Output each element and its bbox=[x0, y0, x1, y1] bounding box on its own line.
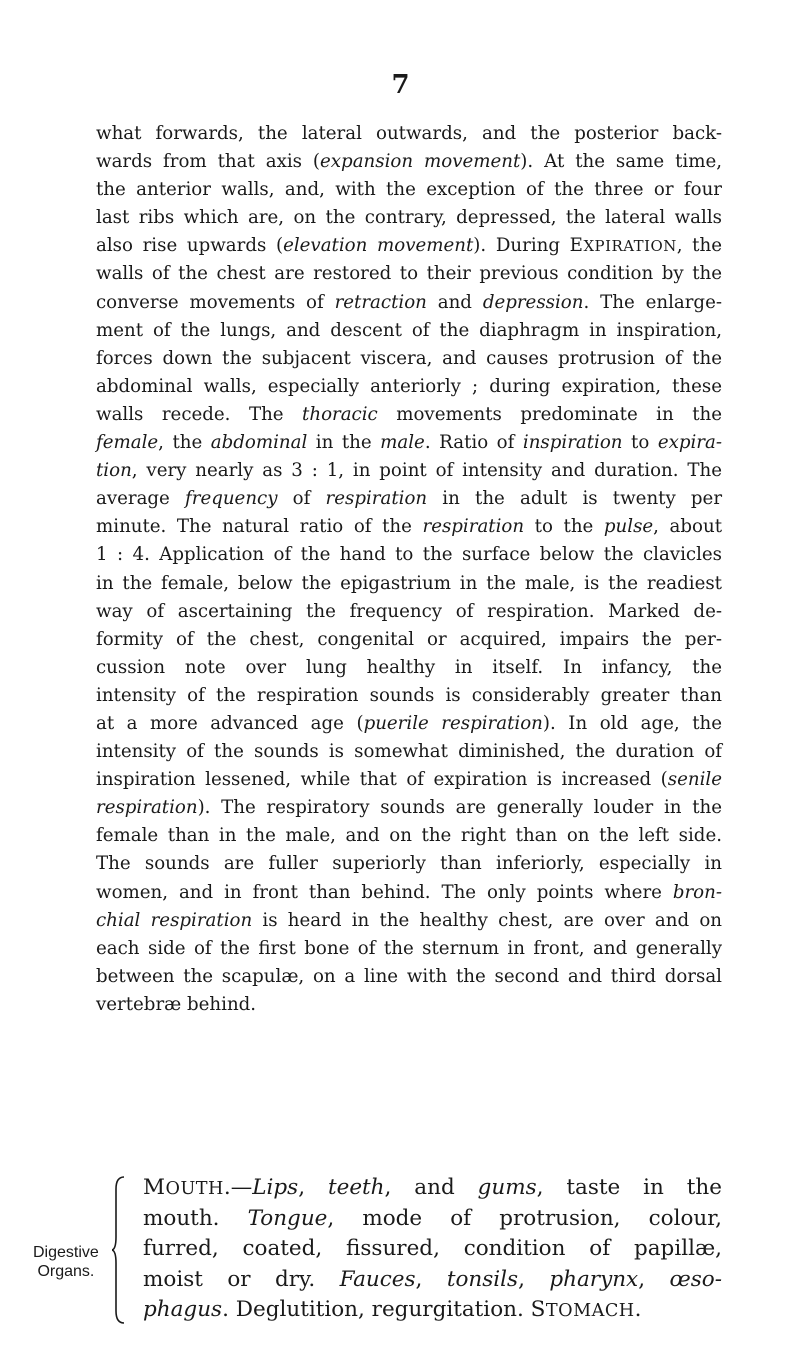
italic-term: œso- bbox=[669, 1266, 722, 1292]
text-run: way of ascertaining the frequency of respiration. Marked de- bbox=[96, 600, 722, 622]
italic-term: gums bbox=[477, 1175, 537, 1200]
text-run: minute. The natural ratio of the bbox=[96, 516, 423, 538]
text-run: is heard in the healthy chest, are over and on bbox=[252, 909, 722, 931]
text-line bbox=[143, 1173, 722, 1204]
page-number: 7 bbox=[391, 70, 410, 100]
text-line bbox=[96, 401, 722, 429]
text-run: vertebræ behind. bbox=[96, 993, 257, 1015]
text-run: ment of the lungs, and descent of the diaphragm in inspiration, bbox=[96, 319, 722, 341]
text-line bbox=[96, 429, 722, 457]
italic-term: Fauces bbox=[339, 1266, 416, 1292]
text-line bbox=[143, 1234, 722, 1265]
digestive-organs-paragraph bbox=[143, 1173, 722, 1326]
text-run: at a more advanced age ( bbox=[96, 712, 364, 734]
text-run: , bbox=[518, 1266, 550, 1292]
italic-term: retraction bbox=[334, 291, 427, 313]
italic-term: senile bbox=[667, 769, 722, 791]
text-run: , the bbox=[158, 432, 211, 454]
italic-term: respiration bbox=[96, 797, 198, 819]
text-run: women, and in front than behind. The only points where bbox=[96, 881, 673, 903]
italic-term: female bbox=[96, 432, 159, 454]
text-run: movements predominate in the bbox=[377, 403, 722, 425]
margin-note-line: Organs. bbox=[37, 1263, 95, 1280]
text-run: moist or dry. bbox=[143, 1266, 340, 1292]
curly-brace-icon bbox=[112, 1175, 128, 1325]
text-line bbox=[96, 485, 722, 513]
margin-note-digestive-organs bbox=[33, 1243, 99, 1281]
text-line bbox=[96, 682, 722, 710]
italic-term: teeth bbox=[327, 1175, 385, 1200]
text-line bbox=[143, 1295, 722, 1326]
text-line bbox=[96, 317, 722, 345]
text-line bbox=[96, 710, 722, 738]
text-run: in the adult is twenty per bbox=[427, 488, 723, 510]
italic-term: inspiration bbox=[522, 432, 623, 454]
text-run: , about bbox=[653, 516, 722, 538]
text-run: .— bbox=[223, 1175, 253, 1200]
small-caps-heading: EXPIRATION bbox=[569, 235, 677, 257]
text-line bbox=[96, 120, 722, 148]
text-run: ). During bbox=[473, 235, 570, 257]
text-run: , taste in the bbox=[536, 1175, 722, 1200]
text-line bbox=[96, 850, 722, 878]
text-line bbox=[96, 963, 722, 991]
italic-term: chial respiration bbox=[96, 909, 253, 931]
text-line bbox=[96, 991, 722, 1019]
text-line bbox=[96, 232, 722, 260]
italic-term: respiration bbox=[422, 516, 525, 538]
text-run: converse movements of bbox=[96, 291, 335, 313]
text-line bbox=[96, 766, 722, 794]
italic-term: pulse bbox=[603, 516, 654, 538]
text-run: last ribs which are, on the contrary, depressed, the lateral walls bbox=[96, 207, 722, 229]
margin-note-line: Digestive bbox=[33, 1244, 99, 1261]
text-run: , bbox=[298, 1175, 328, 1200]
italic-term: phagus bbox=[143, 1297, 223, 1322]
text-run: and bbox=[426, 291, 483, 313]
text-line bbox=[143, 1204, 722, 1235]
text-run: walls recede. The bbox=[96, 403, 303, 425]
text-line bbox=[96, 541, 722, 569]
text-run: of bbox=[277, 488, 326, 510]
italic-term: bron- bbox=[672, 881, 722, 903]
text-run: cussion note over lung healthy in itself. In infancy, the bbox=[96, 656, 722, 678]
text-run: , bbox=[638, 1266, 670, 1292]
text-run: . The enlarge- bbox=[583, 291, 722, 313]
text-line bbox=[96, 654, 722, 682]
small-caps-heading: STOMACH bbox=[530, 1297, 635, 1322]
text-run: , mode of protrusion, colour, bbox=[327, 1205, 722, 1231]
text-line bbox=[96, 457, 722, 485]
text-run: furred, coated, fissured, condition of papillæ, bbox=[143, 1236, 722, 1261]
text-run: . bbox=[634, 1297, 642, 1322]
text-line bbox=[96, 260, 722, 288]
text-line bbox=[96, 794, 722, 822]
text-line bbox=[96, 598, 722, 626]
text-run: , bbox=[415, 1266, 447, 1292]
text-run: in the bbox=[307, 432, 381, 454]
text-run: ). The respiratory sounds are generally louder in the bbox=[197, 797, 722, 819]
text-run: intensity of the sounds is somewhat diminished, the duration of bbox=[96, 741, 722, 763]
italic-term: tion bbox=[96, 460, 132, 482]
text-run: formity of the chest, congenital or acquired, impairs the per- bbox=[96, 628, 722, 650]
text-run: in the female, below the epigastrium in the male, is the readiest bbox=[96, 572, 722, 594]
text-run: abdominal walls, especially anteriorly ; during expiration, these bbox=[96, 375, 722, 397]
text-run: between the scapulæ, on a line with the second and third dorsal bbox=[96, 965, 722, 987]
text-line bbox=[96, 570, 722, 598]
italic-term: respiration bbox=[325, 488, 428, 510]
text-line bbox=[96, 373, 722, 401]
text-line bbox=[96, 879, 722, 907]
body-paragraph bbox=[96, 120, 722, 1019]
text-run: female than in the male, and on the right than on the left side. bbox=[96, 825, 722, 847]
italic-term: depression bbox=[482, 291, 584, 313]
text-run: to the bbox=[524, 516, 604, 538]
text-run: , very nearly as 3 : 1, in point of intensity and duration. The bbox=[131, 460, 722, 482]
text-line bbox=[96, 907, 722, 935]
small-caps-heading: MOUTH bbox=[143, 1175, 224, 1200]
text-line bbox=[96, 289, 722, 317]
italic-term: frequency bbox=[185, 488, 278, 510]
text-line bbox=[96, 626, 722, 654]
text-run: . Ratio of bbox=[424, 432, 523, 454]
text-run: . Deglutition, regurgitation. bbox=[222, 1297, 531, 1322]
italic-term: male bbox=[380, 432, 425, 454]
italic-term: elevation movement bbox=[283, 235, 474, 257]
text-run: what forwards, the lateral outwards, and the posterior back- bbox=[96, 123, 722, 144]
italic-term: expira- bbox=[657, 432, 722, 454]
text-run: walls of the chest are restored to their previous condition by the bbox=[96, 263, 722, 285]
text-run: ). At the same time, bbox=[520, 151, 722, 173]
italic-term: expansion movement bbox=[320, 151, 521, 173]
text-run: ). In old age, the bbox=[542, 712, 723, 734]
text-run: The sounds are fuller superiorly than inferiorly, especially in bbox=[96, 853, 722, 875]
text-line bbox=[96, 148, 722, 176]
text-line bbox=[96, 176, 722, 204]
text-run: 1 : 4. Application of the hand to the surface below the clavicles bbox=[96, 544, 722, 566]
text-run: inspiration lessened, while that of expiration is increased ( bbox=[96, 769, 668, 791]
text-run: mouth. bbox=[143, 1205, 248, 1231]
italic-term: pharynx bbox=[549, 1266, 639, 1292]
text-line bbox=[96, 204, 722, 232]
italic-term: tonsils bbox=[446, 1266, 519, 1292]
text-line bbox=[96, 513, 722, 541]
text-run: also rise upwards ( bbox=[96, 235, 284, 257]
italic-term: abdominal bbox=[210, 432, 308, 454]
text-line bbox=[143, 1265, 722, 1296]
italic-term: Tongue bbox=[247, 1205, 328, 1231]
italic-term: puerile respiration bbox=[363, 712, 543, 734]
text-line bbox=[96, 345, 722, 373]
text-line bbox=[96, 935, 722, 963]
italic-term: thoracic bbox=[302, 403, 378, 425]
text-run: , and bbox=[384, 1175, 478, 1200]
text-line bbox=[96, 822, 722, 850]
italic-term: Lips bbox=[252, 1175, 299, 1200]
text-run: forces down the subjacent viscera, and causes protrusion of the bbox=[96, 347, 722, 369]
text-run: the anterior walls, and, with the exception of the three or four bbox=[96, 179, 722, 201]
text-run: wards from that axis ( bbox=[96, 151, 321, 173]
text-run: , the bbox=[676, 235, 722, 257]
text-run: each side of the first bone of the sternum in front, and generally bbox=[96, 937, 722, 959]
text-run: to bbox=[622, 432, 658, 454]
text-run: average bbox=[96, 488, 186, 510]
text-line bbox=[96, 738, 722, 766]
text-run: intensity of the respiration sounds is considerably greater than bbox=[96, 684, 722, 706]
